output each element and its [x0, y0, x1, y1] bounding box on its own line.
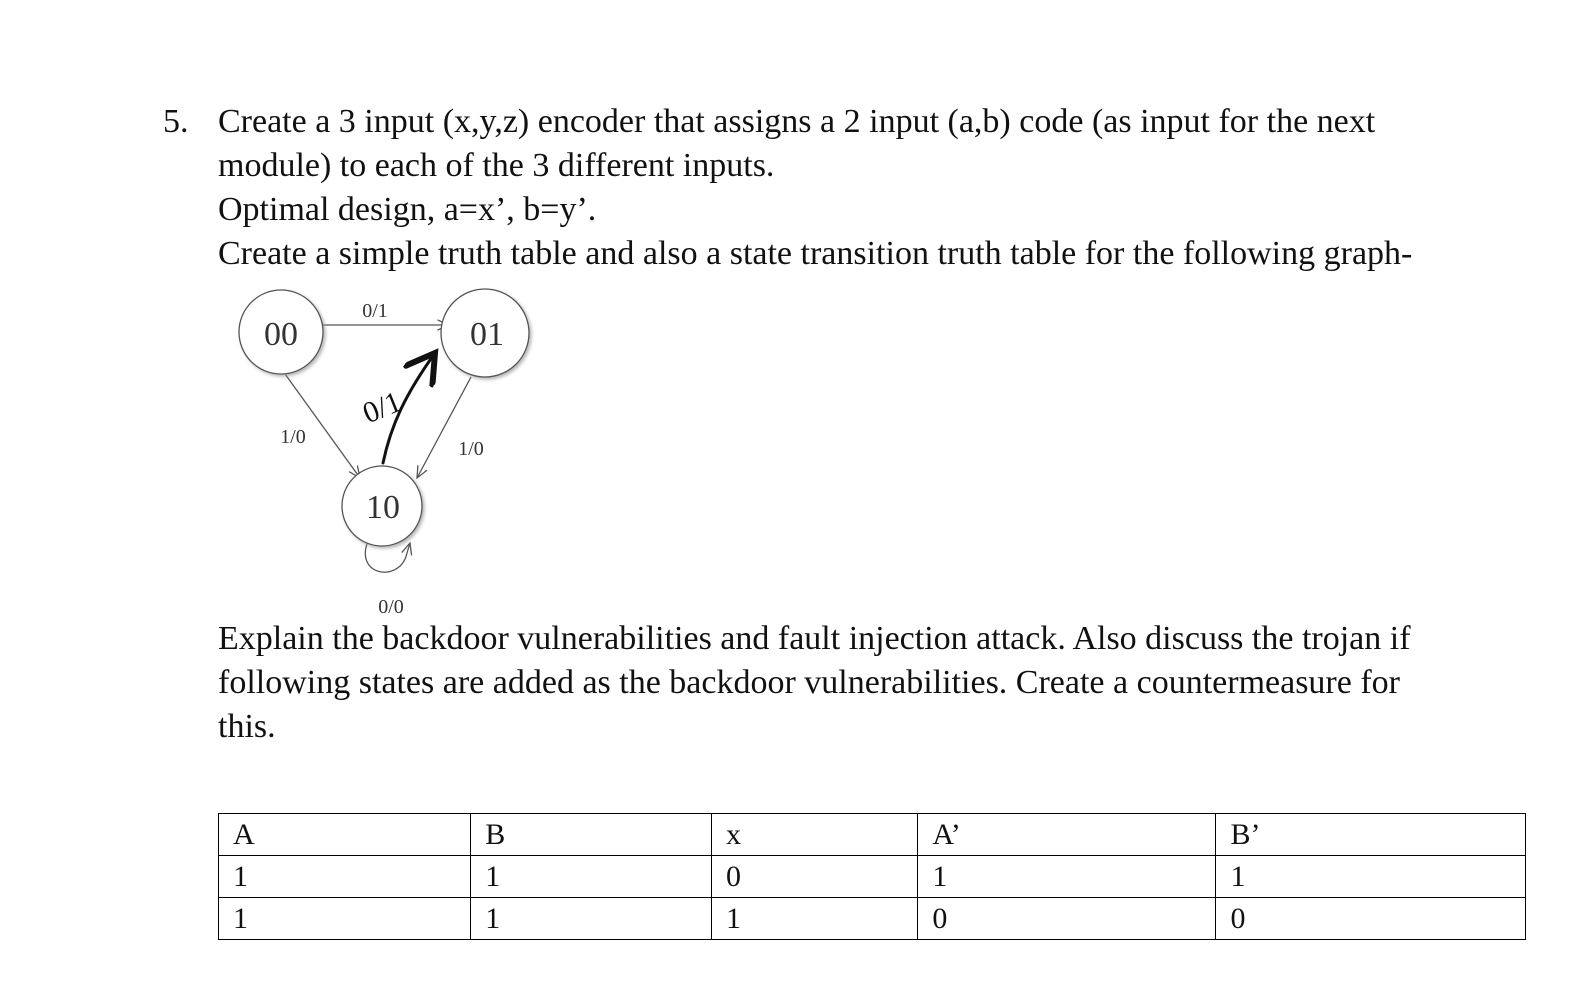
state-label-00: 00 [264, 316, 298, 353]
table-cell: 1 [471, 898, 712, 940]
edge-label-00-10: 1/0 [280, 426, 306, 448]
table-cell: 0 [918, 898, 1216, 940]
table-cell: 1 [1216, 856, 1526, 898]
table-row [219, 856, 1526, 898]
column-header: A’ [918, 814, 1216, 856]
column-header: x [712, 814, 918, 856]
table-cell: 1 [219, 856, 471, 898]
table-header-row [219, 814, 1526, 856]
followup-line: following states are added as the backdoor vulnerabilities. Create a countermeasure for [218, 664, 1400, 701]
table-cell: 0 [1216, 898, 1526, 940]
edge-label-10-10: 0/0 [378, 596, 404, 618]
followup-text [218, 617, 1508, 749]
state-label-10: 10 [366, 489, 400, 526]
table-cell: 1 [219, 898, 471, 940]
question-number: 5. [163, 103, 189, 140]
table-cell: 0 [712, 856, 918, 898]
question-line: module) to each of the 3 different inputs. [218, 147, 775, 184]
question-text [218, 100, 1508, 276]
edge-label-00-01: 0/1 [362, 300, 388, 322]
table-cell: 1 [918, 856, 1216, 898]
table-cell: 1 [471, 856, 712, 898]
edge-label-01-10: 1/0 [458, 438, 484, 460]
edge-01-10 [417, 377, 471, 478]
column-header: B’ [1216, 814, 1526, 856]
question-line: Create a 3 input (x,y,z) encoder that assigns a 2 input (a,b) code (as input for the next [218, 103, 1376, 140]
state-transition-graph [225, 285, 555, 630]
edge-00-10 [280, 367, 360, 478]
followup-line: this. [218, 708, 276, 745]
question-line: Create a simple truth table and also a state transition truth table for the following graph- [218, 235, 1413, 272]
column-header: B [471, 814, 712, 856]
table-cell: 1 [712, 898, 918, 940]
followup-line: Explain the backdoor vulnerabilities and fault injection attack. Also discuss the trojan if [218, 620, 1411, 657]
table-row [219, 898, 1526, 940]
question-line: Optimal design, a=x’, b=y’. [218, 191, 597, 228]
handwritten-label-10-01: 0/1 [358, 385, 407, 431]
column-header: A [219, 814, 471, 856]
state-label-01: 01 [470, 316, 504, 353]
backdoor-state-table [218, 813, 1526, 940]
